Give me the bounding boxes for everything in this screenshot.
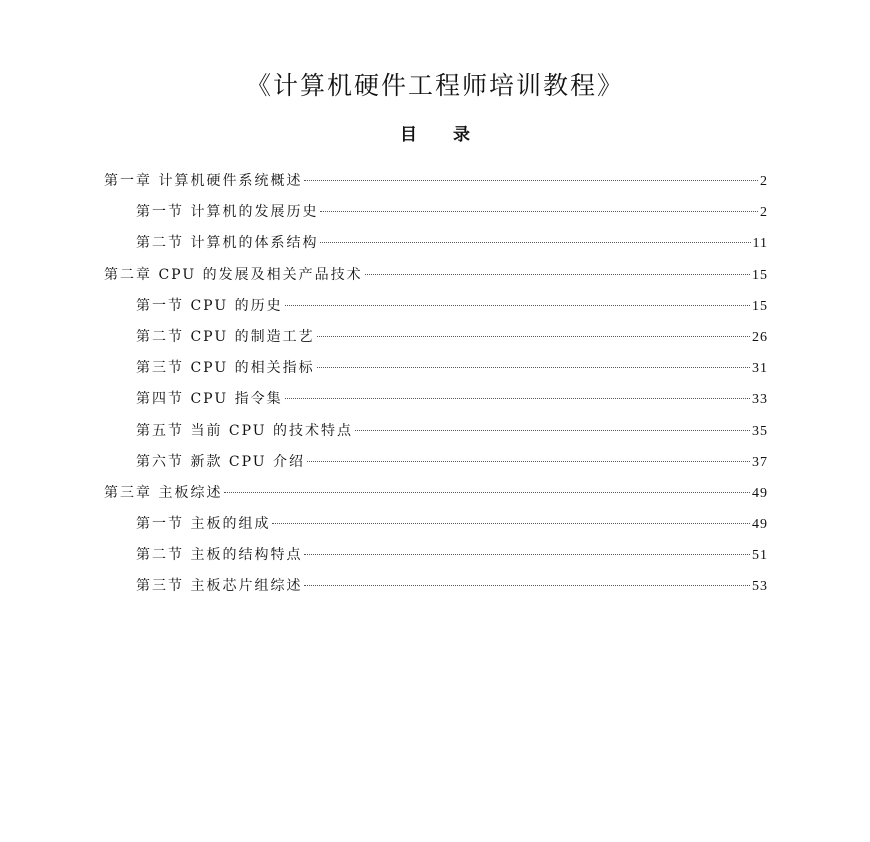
toc-entry-label: 第一节 主板的组成 <box>136 516 271 533</box>
toc-entry-section-2-1 <box>104 294 768 325</box>
toc-entry-chapter-3 <box>104 481 768 512</box>
toc-entry-section-2-4 <box>104 387 768 418</box>
toc-entry-label: 第一节 计算机的发展历史 <box>136 204 319 221</box>
toc-entry-label: 第二章 CPU 的发展及相关产品技术 <box>104 266 363 283</box>
toc-dot-leader <box>224 492 750 493</box>
toc-entry-section-3-1 <box>104 512 768 543</box>
toc-dot-leader <box>307 461 750 462</box>
toc-dot-leader <box>320 242 750 243</box>
toc-dot-leader <box>285 305 750 306</box>
toc-dot-leader <box>355 430 750 431</box>
toc-entry-section-2-3 <box>104 356 768 387</box>
document-title: 《计算机硬件工程师培训教程》 <box>245 71 624 100</box>
toc-dot-leader <box>272 523 750 524</box>
toc-entry-label: 第二节 计算机的体系结构 <box>136 235 319 252</box>
toc-entry-page-number: 53 <box>752 579 768 595</box>
toc-entry-section-2-2 <box>104 325 768 356</box>
toc-dot-leader <box>320 211 758 212</box>
toc-dot-leader <box>304 554 750 555</box>
toc-dot-leader <box>304 585 750 586</box>
toc-entry-page-number: 35 <box>752 423 768 439</box>
toc-entry-page-number: 37 <box>752 454 768 470</box>
toc-dot-leader <box>304 180 758 181</box>
toc-entry-label: 第六节 新款 CPU 介绍 <box>136 453 306 470</box>
toc-entry-page-number: 26 <box>752 329 768 345</box>
toc-entry-page-number: 33 <box>752 392 768 408</box>
toc-entry-label: 第一节 CPU 的历史 <box>136 297 283 314</box>
toc-dot-leader <box>365 274 750 275</box>
toc-entry-label: 第三节 CPU 的相关指标 <box>136 360 315 377</box>
toc-entry-section-1-1 <box>104 200 768 231</box>
toc-entry-page-number: 31 <box>752 361 768 377</box>
toc-entry-page-number: 11 <box>752 236 768 252</box>
toc-entry-label: 第二节 CPU 的制造工艺 <box>136 328 315 345</box>
toc-entry-section-3-2 <box>104 543 768 574</box>
toc-entry-label: 第一章 计算机硬件系统概述 <box>104 173 303 189</box>
toc-entry-label: 第二节 主板的结构特点 <box>136 547 303 564</box>
toc-entry-label: 第三节 主板芯片组综述 <box>136 578 303 595</box>
toc-entry-label: 第五节 当前 CPU 的技术特点 <box>136 422 354 439</box>
toc-entry-label: 第四节 CPU 指令集 <box>136 391 283 408</box>
toc-entry-section-1-2 <box>104 231 768 262</box>
toc-entry-chapter-2 <box>104 263 768 294</box>
table-of-contents <box>104 169 768 606</box>
toc-entry-page-number: 49 <box>752 485 768 501</box>
toc-entry-page-number: 51 <box>752 548 768 564</box>
toc-entry-page-number: 2 <box>760 205 768 221</box>
toc-entry-label: 第三章 主板综述 <box>104 484 223 501</box>
toc-entry-page-number: 49 <box>752 517 768 533</box>
toc-entry-section-2-5 <box>104 419 768 450</box>
toc-entry-section-3-3 <box>104 574 768 605</box>
toc-entry-page-number: 15 <box>752 298 768 314</box>
toc-entry-chapter-1 <box>104 169 768 200</box>
toc-entry-page-number: 15 <box>752 267 768 283</box>
toc-entry-section-2-6 <box>104 450 768 481</box>
toc-entry-page-number: 2 <box>760 174 768 189</box>
toc-dot-leader <box>317 336 750 337</box>
toc-dot-leader <box>317 367 750 368</box>
toc-heading: 目 录 <box>400 125 470 145</box>
toc-dot-leader <box>285 398 750 399</box>
